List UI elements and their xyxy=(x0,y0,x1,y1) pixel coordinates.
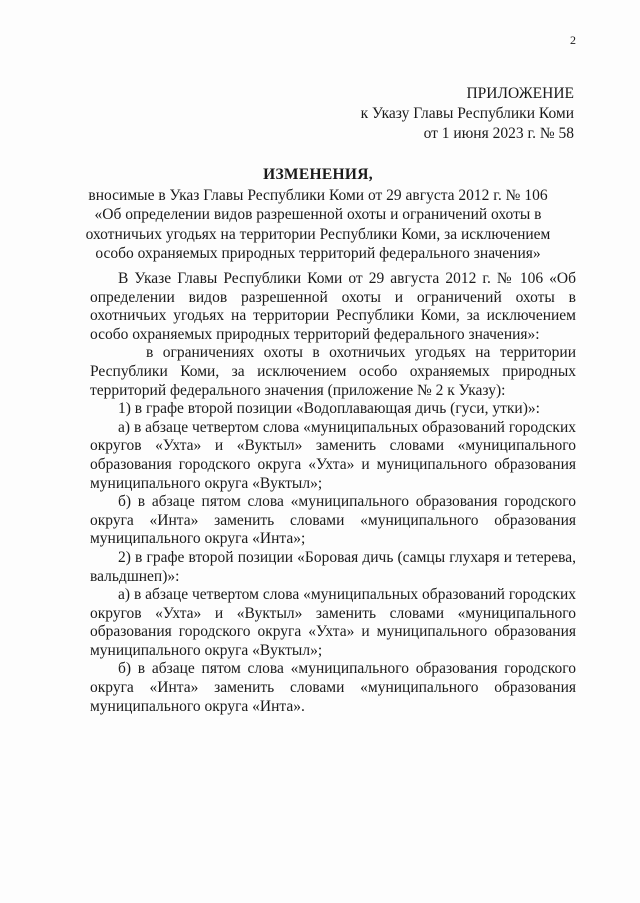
paragraph: 2) в графе второй позиции «Боровая дичь (самцы глухаря и тетерева, вальдшнеп)»: xyxy=(90,548,576,585)
paragraph: б) в абзаце пятом слова «муниципального образования городского округа «Инта» заменить словами «муниципального образования муниципального округа «Инта». xyxy=(90,660,576,715)
document-heading xyxy=(60,165,576,264)
paragraph: в ограничениях охоты в охотничьих угодьях на территории Республики Коми, за исключением особо охраняемых природных территорий федерального значения (приложение № 2 к Указу): xyxy=(90,344,576,399)
paragraph: В Указе Главы Республики Коми от 29 августа 2012 г. № 106 «Об определении видов разрешенной охоты и ограничений охоты в охотничьих угодьях на территории Республики Коми, за исключением особо охраняемых природных территорий федерального значения»: xyxy=(90,270,576,343)
paragraph: б) в абзаце пятом слова «муниципального образования городского округа «Инта» заменить словами «муниципального образования муниципального округа «Инта»; xyxy=(90,493,576,548)
appendix-decree-date: от 1 июня 2023 г. № 58 xyxy=(423,125,574,142)
heading-line: особо охраняемых природных территорий федерального значения» xyxy=(95,245,541,262)
paragraph: а) в абзаце четвертом слова «муниципальных образований городских округов «Ухта» и «Вуктыл» заменить словами «муниципального образования городского округа «Ухта» и муниципального образования муниципального округа «Вуктыл»; xyxy=(90,586,576,659)
document-body xyxy=(90,270,576,716)
paragraph: а) в абзаце четвертом слова «муниципальных образований городских округов «Ухта» и «Вуктыл» заменить словами «муниципального образования городского округа «Ухта» и муниципального образования муниципального округа «Вуктыл»; xyxy=(90,418,576,492)
heading-line: вносимые в Указ Главы Республики Коми от 29 августа 2012 г. № 106 xyxy=(88,186,548,204)
appendix-decree-ref: к Указу Главы Республики Коми xyxy=(360,105,574,122)
heading-line: «Об определении видов разрешенной охоты и ограничений охоты в xyxy=(94,206,542,223)
appendix-header xyxy=(361,84,574,144)
paragraph: 1) в графе второй позиции «Водоплавающая дичь (гуси, утки)»: xyxy=(118,400,540,418)
appendix-title: ПРИЛОЖЕНИЕ xyxy=(466,85,574,102)
heading-line: охотничьих угодьях на территории Республики Коми, за исключением xyxy=(85,225,551,243)
heading-title: ИЗМЕНЕНИЯ, xyxy=(263,166,373,183)
page-number: 2 xyxy=(570,33,576,47)
